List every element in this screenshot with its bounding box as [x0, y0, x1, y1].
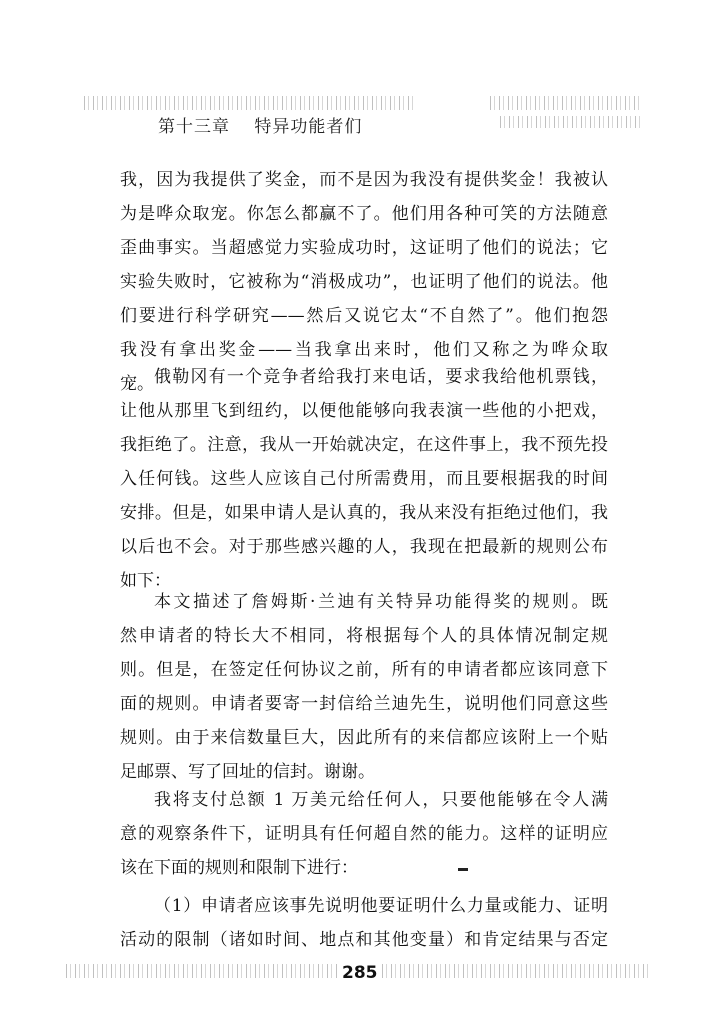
- text-line: 本文描述了詹姆斯·兰迪有关特异功能得奖的规则。既: [154, 592, 608, 612]
- header-scan-noise: [84, 96, 414, 110]
- text-line: 俄勒冈有一个竞争者给我打来电话，要求我给他机票钱，: [154, 367, 608, 387]
- text-line: 入任何钱。这些人应该自己付所需费用，而且要根据我的时间: [120, 469, 608, 489]
- header-scan-noise-right: [490, 96, 640, 110]
- text-line: 该在下面的规则和限制下进行：: [120, 858, 358, 878]
- text-line: 我，因为我提供了奖金，而不是因为我没有提供奖金！我被认: [120, 170, 608, 190]
- chapter-title: 特异功能者们: [254, 117, 363, 137]
- paragraph-2: [120, 360, 608, 598]
- text-line: 我将支付总额 1 万美元给任何人，只要他能够在令人满: [154, 790, 608, 810]
- footer-scan-noise-left: [66, 964, 338, 978]
- text-line: 为是哗众取宠。你怎么都赢不了。他们用各种可笑的方法随意: [120, 204, 608, 224]
- text-line: 宠。: [120, 374, 154, 394]
- page-number: 285: [342, 963, 378, 983]
- paragraph-4: [120, 783, 608, 885]
- text-line: 足邮票、写了回址的信封。谢谢。: [120, 762, 375, 782]
- text-line: 我拒绝了。注意，我从一开始就决定，在这件事上，我不预先投: [120, 435, 608, 455]
- text-line: 歪曲事实。当超感觉力实验成功时，这证明了他们的说法；它: [120, 238, 608, 258]
- text-line: 如下：: [120, 571, 171, 591]
- footer-scan-noise-right: [382, 964, 652, 978]
- text-line: 实验失败时，它被称为“消极成功”，也证明了他们的说法。他: [120, 272, 608, 292]
- text-line: 然申请者的特长大不相同，将根据每个人的具体情况制定规: [120, 626, 608, 646]
- text-line: 安排。但是，如果申请人是认真的，我从来没有拒绝过他们，我: [120, 503, 608, 523]
- text-line: 们要进行科学研究——然后又说它太“不自然了”。他们抱怨: [120, 306, 608, 326]
- text-line: 面的规则。申请者要寄一封信给兰迪先生，说明他们同意这些: [120, 694, 608, 714]
- text-line: （1）申请者应该事先说明他要证明什么力量或能力、证明: [154, 896, 608, 916]
- text-line: 让他从那里飞到纽约，以便他能够向我表演一些他的小把戏，: [120, 401, 608, 421]
- text-line: 我没有拿出奖金——当我拿出来时，他们又称之为哗众取: [120, 340, 608, 360]
- text-line: 则。但是，在签定任何协议之前，所有的申请者都应该同意下: [120, 660, 608, 680]
- text-line: 活动的限制（诸如时间、地点和其他变量）和肯定结果与否定: [120, 930, 608, 950]
- paragraph-5: [120, 889, 608, 957]
- running-header: [158, 112, 362, 137]
- text-line: 以后也不会。对于那些感兴趣的人，我现在把最新的规则公布: [120, 537, 608, 557]
- text-line: 规则。由于来信数量巨大，因此所有的来信都应该附上一个贴: [120, 728, 608, 748]
- paragraph-3: [120, 585, 608, 789]
- header-scan-noise-right-2: [500, 116, 640, 128]
- scan-mark: [458, 868, 468, 871]
- chapter-label: 第十三章: [158, 117, 230, 137]
- text-line: 意的观察条件下，证明具有任何超自然的能力。这样的证明应: [120, 824, 608, 844]
